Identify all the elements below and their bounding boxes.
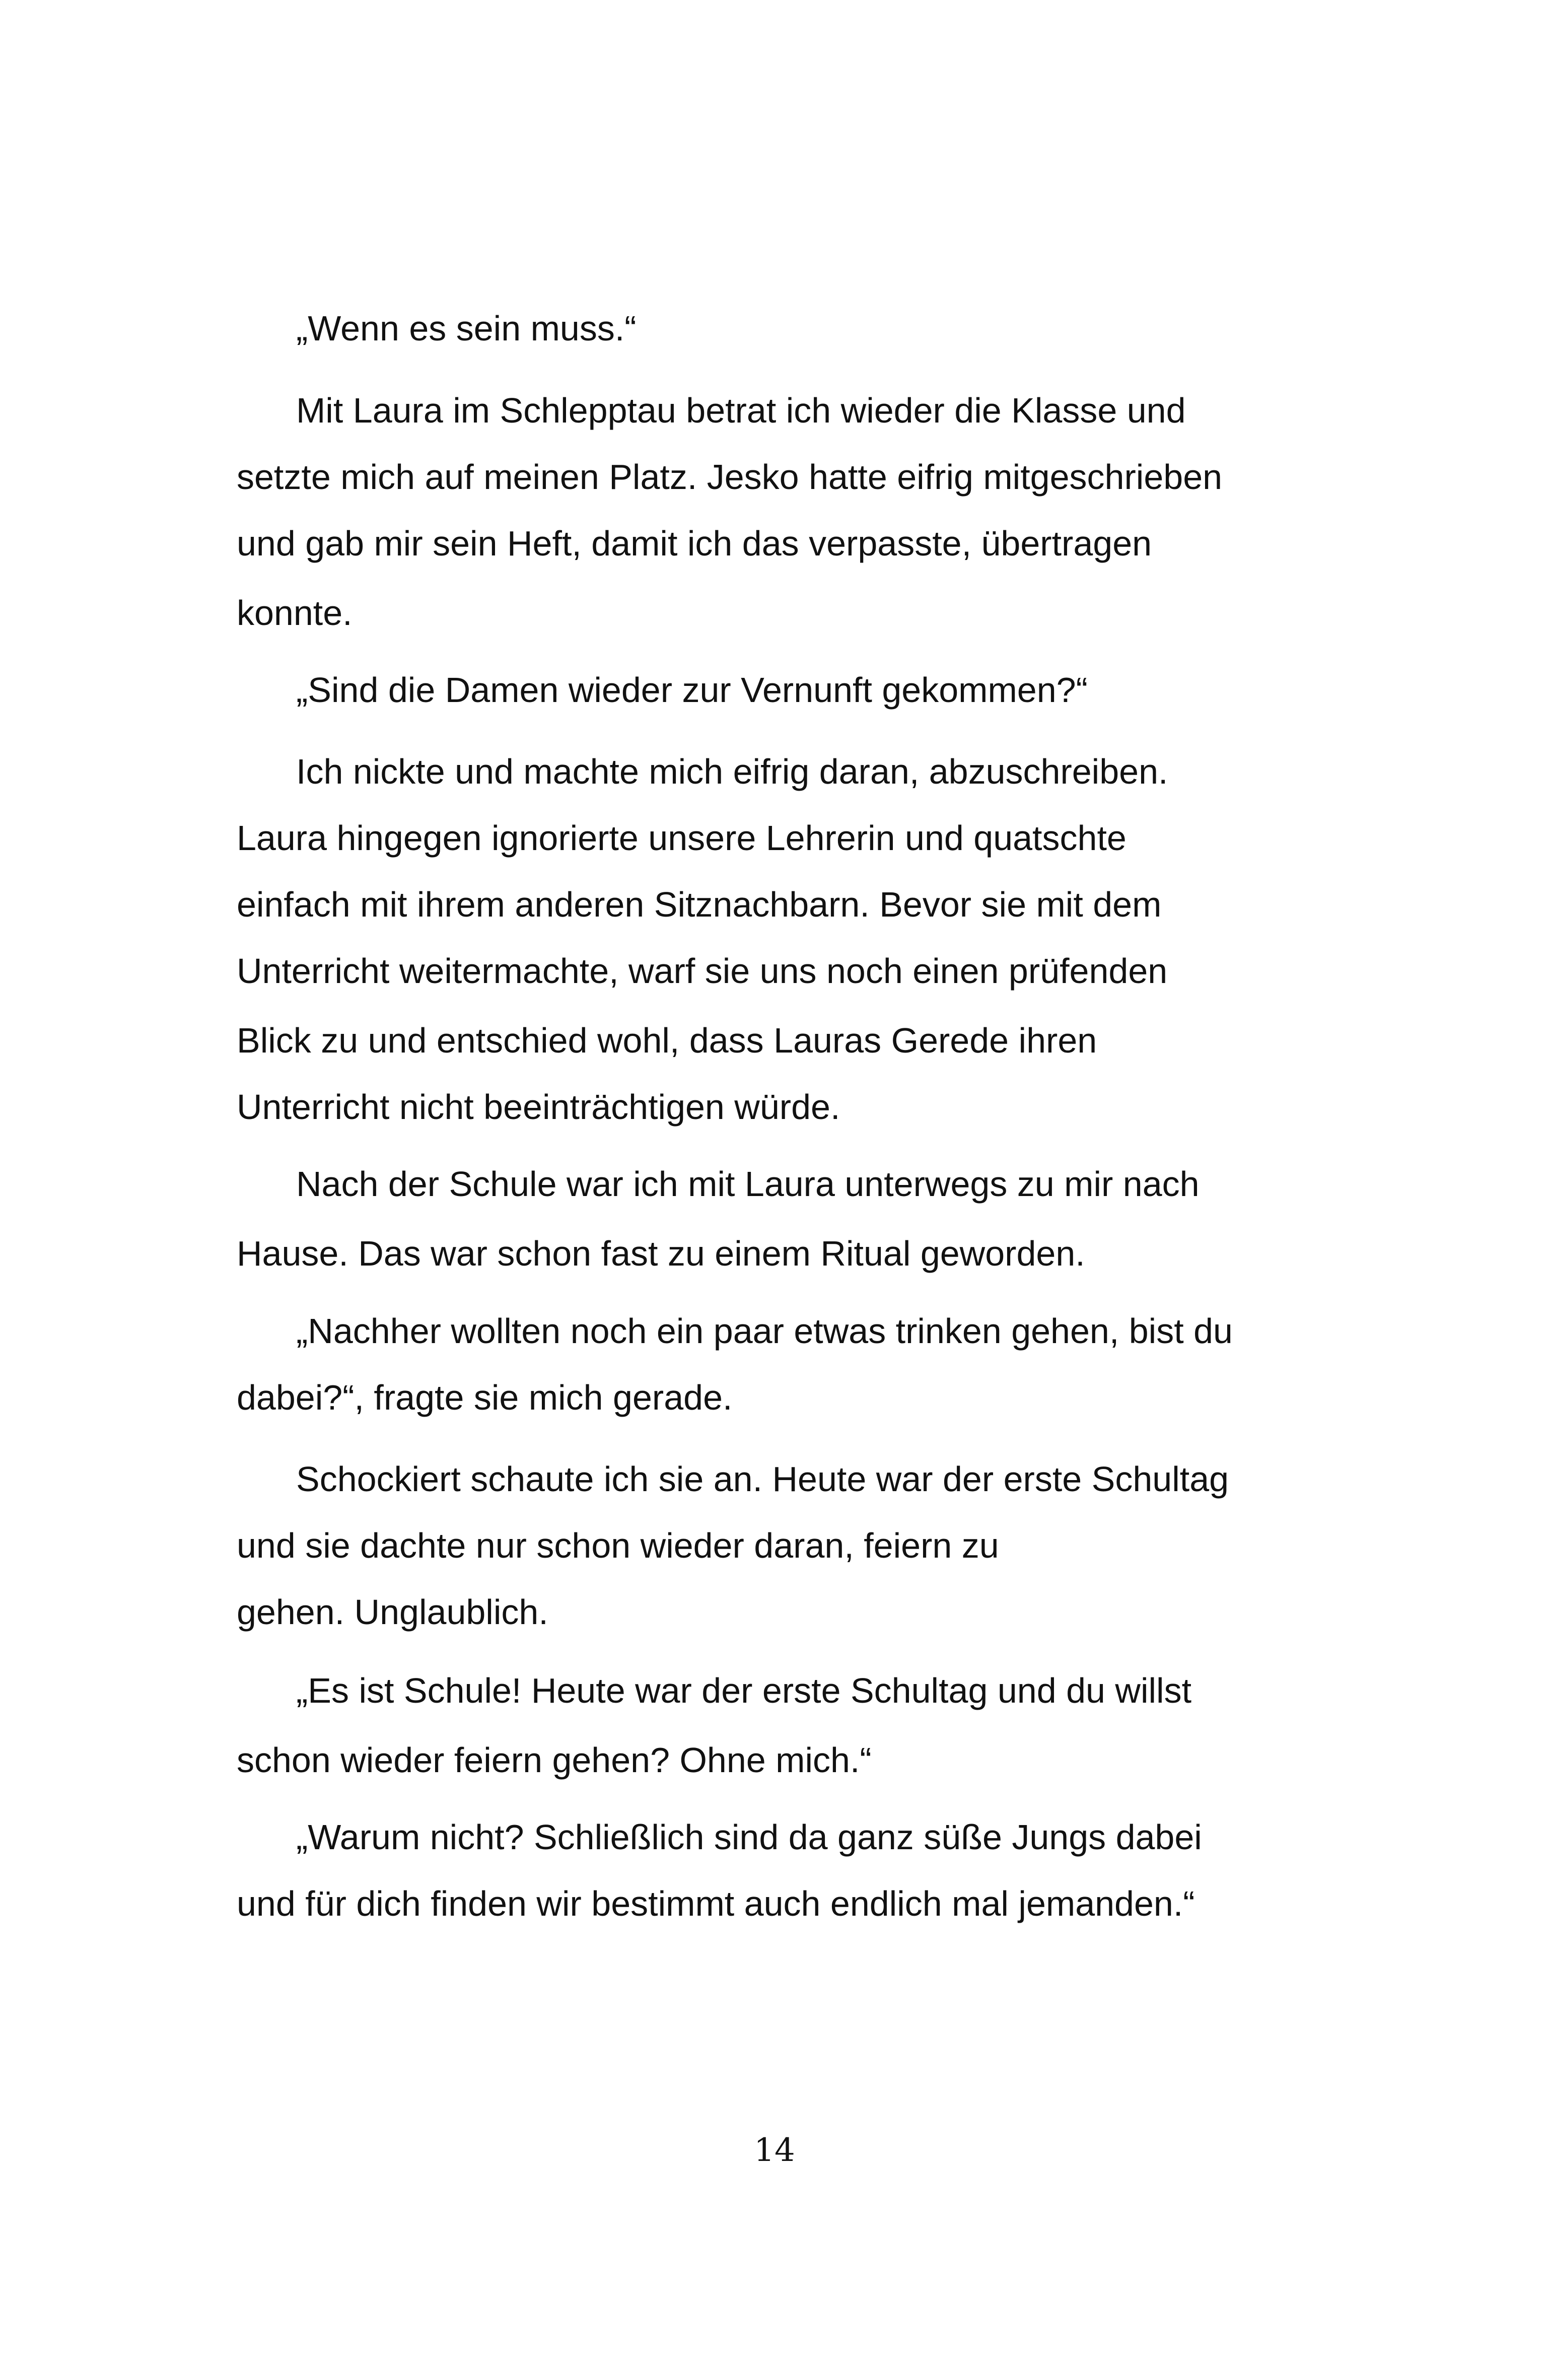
paragraph-8-line-1: „Es ist Schule! Heute war der erste Schultag und du willst xyxy=(296,1671,1192,1710)
paragraph-4-line-6: Unterricht nicht beeinträchtigen würde. xyxy=(237,1087,840,1127)
paragraph-6-line-2: dabei?“, fragte sie mich gerade. xyxy=(237,1378,733,1417)
paragraph-7-line-2: und sie dachte nur schon wieder daran, feiern zu xyxy=(237,1526,999,1565)
paragraph-4-line-1: Ich nickte und machte mich eifrig daran, abzuschreiben. xyxy=(296,752,1168,791)
paragraph-9-line-2: und für dich finden wir bestimmt auch endlich mal jemanden.“ xyxy=(237,1884,1195,1923)
paragraph-9-line-1: „Warum nicht? Schließlich sind da ganz süße Jungs dabei xyxy=(296,1817,1202,1857)
paragraph-5-line-1: Nach der Schule war ich mit Laura unterwegs zu mir nach xyxy=(296,1164,1200,1204)
paragraph-3-line-1: „Sind die Damen wieder zur Vernunft gekommen?“ xyxy=(296,670,1088,710)
paragraph-2-line-1: Mit Laura im Schlepptau betrat ich wieder die Klasse und xyxy=(296,391,1186,430)
paragraph-4-line-4: Unterricht weitermachte, warf sie uns noch einen prüfenden xyxy=(237,951,1168,991)
paragraph-5-line-2: Hause. Das war schon fast zu einem Ritual geworden. xyxy=(237,1234,1085,1273)
paragraph-2-line-3: und gab mir sein Heft, damit ich das verpasste, übertragen xyxy=(237,524,1152,563)
paragraph-7-line-1: Schockiert schaute ich sie an. Heute war der erste Schultag xyxy=(296,1459,1229,1499)
paragraph-4-line-3: einfach mit ihrem anderen Sitznachbarn. Bevor sie mit dem xyxy=(237,885,1162,924)
paragraph-2-line-4: konnte. xyxy=(237,593,353,633)
paragraph-1-line-1: „Wenn es sein muss.“ xyxy=(296,309,637,348)
page-number: 14 xyxy=(754,2132,795,2169)
paragraph-4-line-2: Laura hingegen ignorierte unsere Lehrerin und quatschte xyxy=(237,818,1126,858)
paragraph-7-line-3: gehen. Unglaublich. xyxy=(237,1592,548,1632)
paragraph-4-line-5: Blick zu und entschied wohl, dass Lauras Gerede ihren xyxy=(237,1021,1097,1060)
paragraph-2-line-2: setzte mich auf meinen Platz. Jesko hatte eifrig mitgeschrieben xyxy=(237,457,1223,497)
paragraph-6-line-1: „Nachher wollten noch ein paar etwas trinken gehen, bist du xyxy=(296,1311,1233,1351)
paragraph-8-line-2: schon wieder feiern gehen? Ohne mich.“ xyxy=(237,1740,872,1780)
